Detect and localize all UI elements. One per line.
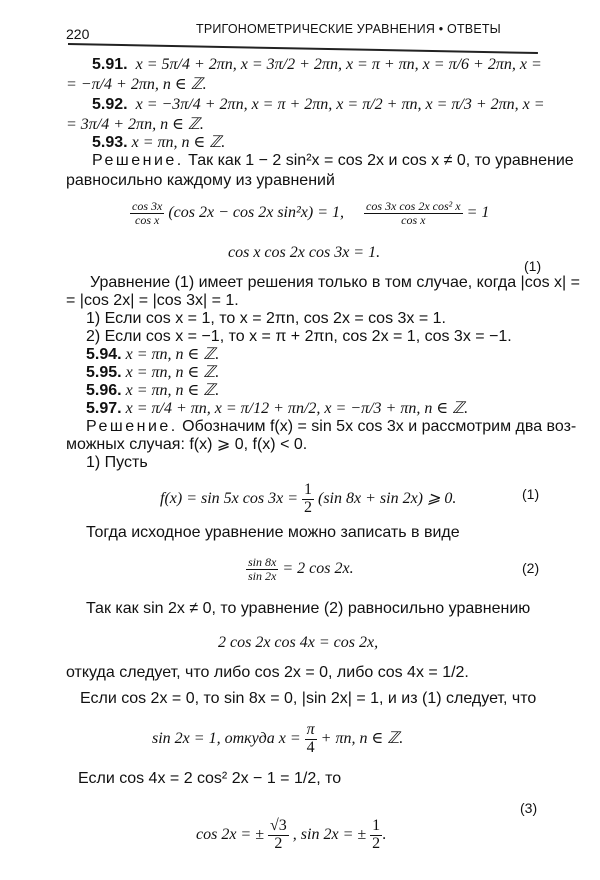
answer-5-97: 5.97. x = π/4 + πn, x = π/12 + πn/2, x = −π/3 + πn, n ∈ ℤ. (86, 400, 469, 417)
text-line: Если cos 2x = 0, то sin 8x = 0, |sin 2x| = 1, и из (1) следует, что (80, 690, 537, 707)
equation-row-6: cos 2x = ± $\frac{√3}{2}$ , sin 2x = ± $\frac{1}{2}$ . (196, 817, 387, 852)
text-line: Если cos 4x = 2 cos² 2x − 1 = 1/2, то (78, 770, 342, 787)
text-line: 1) Пусть (86, 454, 148, 471)
text-line: = |cos 2x| = |cos 3x| = 1. (66, 292, 239, 309)
text-line: Так как sin 2x ≠ 0, то уравнение (2) равносильно уравнению (86, 600, 531, 617)
solution-5-97: Решение. Обозначим f(x) = sin 5x cos 3x и рассмотрим два воз- (86, 418, 577, 435)
text-line: откуда следует, что либо cos 2x = 0, либо cos 4x = 1/2. (66, 664, 469, 681)
answer-5-91-cont: = −π/4 + 2πn, n ∈ ℤ. (66, 76, 207, 93)
fraction-half: $\frac{1}{2}$ (304, 481, 312, 516)
text-line: Тогда исходное уравнение можно записать в виде (86, 524, 460, 541)
equation-4: 2 cos 2x cos 4x = cos 2x, (218, 634, 379, 651)
answer-5-92-cont: = 3π/4 + 2πn, n ∈ ℤ. (66, 116, 204, 133)
answer-5-92: 5.92. x = −3π/4 + 2πn, x = π + 2πn, x = π/2 + πn, x = π/3 + 2πn, x = (92, 96, 545, 113)
text-line: можных случая: f(x) ⩾ 0, f(x) < 0. (66, 436, 308, 453)
solution-5-93-cont: равносильно каждому из уравнений (66, 172, 335, 189)
equation-tag-3: (2) (522, 560, 540, 576)
text-line: 1) Если cos x = 1, то x = 2πn, cos 2x = cos 3x = 1. (86, 310, 446, 327)
answer-5-96: 5.96. x = πn, n ∈ ℤ. (86, 382, 220, 399)
equation-tag-1: (1) (524, 258, 542, 274)
fraction-one-half: $\frac{1}{2}$ (372, 817, 381, 852)
fraction-sqrt3-2: $\frac{√3}{2}$ (270, 817, 287, 852)
running-head: ТРИГОНОМЕТРИЧЕСКИЕ УРАВНЕНИЯ • ОТВЕТЫ (196, 22, 501, 36)
text-line: 2) Если cos x = −1, то x = π + 2πn, cos 2x = 1, cos 3x = −1. (86, 328, 512, 345)
equation-row-3: $\frac{\sin 8x}{\sin 2x}$ = 2 cos 2x. (248, 555, 354, 583)
fraction-cos3x-cosx: $\frac{\cos 3x}{\text{cos x}}$ (132, 199, 163, 227)
answer-5-94: 5.94. x = πn, n ∈ ℤ. (86, 346, 220, 363)
answer-5-93: 5.93. x = πn, n ∈ ℤ. (92, 134, 226, 151)
fraction-pi-4: $\frac{\pi}{4}$ (306, 721, 315, 756)
equation-1: cos x cos 2x cos 3x = 1. (228, 244, 381, 261)
page-number: 220 (66, 26, 90, 42)
equation-row-1: $\frac{\cos 3x}{\text{cos x}}$ (cos 2x − cos 2x sin²x) = 1, $\frac{\text{cos 3x cos 2x cos² x}}{\text{cos x}}$ = 1 (132, 199, 490, 227)
equation-tag-2: (1) (522, 486, 540, 502)
equation-row-2: f(x) = sin 5x cos 3x = $\frac{1}{2}$ (sin 8x + sin 2x) ⩾ 0. (160, 481, 457, 516)
answer-5-95: 5.95. x = πn, n ∈ ℤ. (86, 364, 220, 381)
text-line: Уравнение (1) имеет решения только в том случае, когда |cos x| = (90, 274, 580, 291)
fraction-product: $\frac{\text{cos 3x cos 2x cos² x}}{\text{cos x}}$ (366, 199, 461, 227)
equation-tag-4: (3) (520, 800, 538, 816)
answer-5-91: 5.91. x = 5π/4 + 2πn, x = 3π/2 + 2πn, x = π + πn, x = π/6 + 2πn, x = (92, 56, 542, 73)
solution-5-93: Решение. Так как 1 − 2 sin²x = cos 2x и cos x ≠ 0, то уравнение (92, 152, 574, 169)
page-header (66, 20, 536, 40)
fraction-sin8x-sin2x: $\frac{\sin 8x}{\sin 2x}$ (248, 555, 277, 583)
header-rule (68, 43, 538, 54)
equation-row-5: sin 2x = 1, откуда x = $\frac{\pi}{4}$ + πn, n ∈ ℤ. (152, 721, 404, 756)
